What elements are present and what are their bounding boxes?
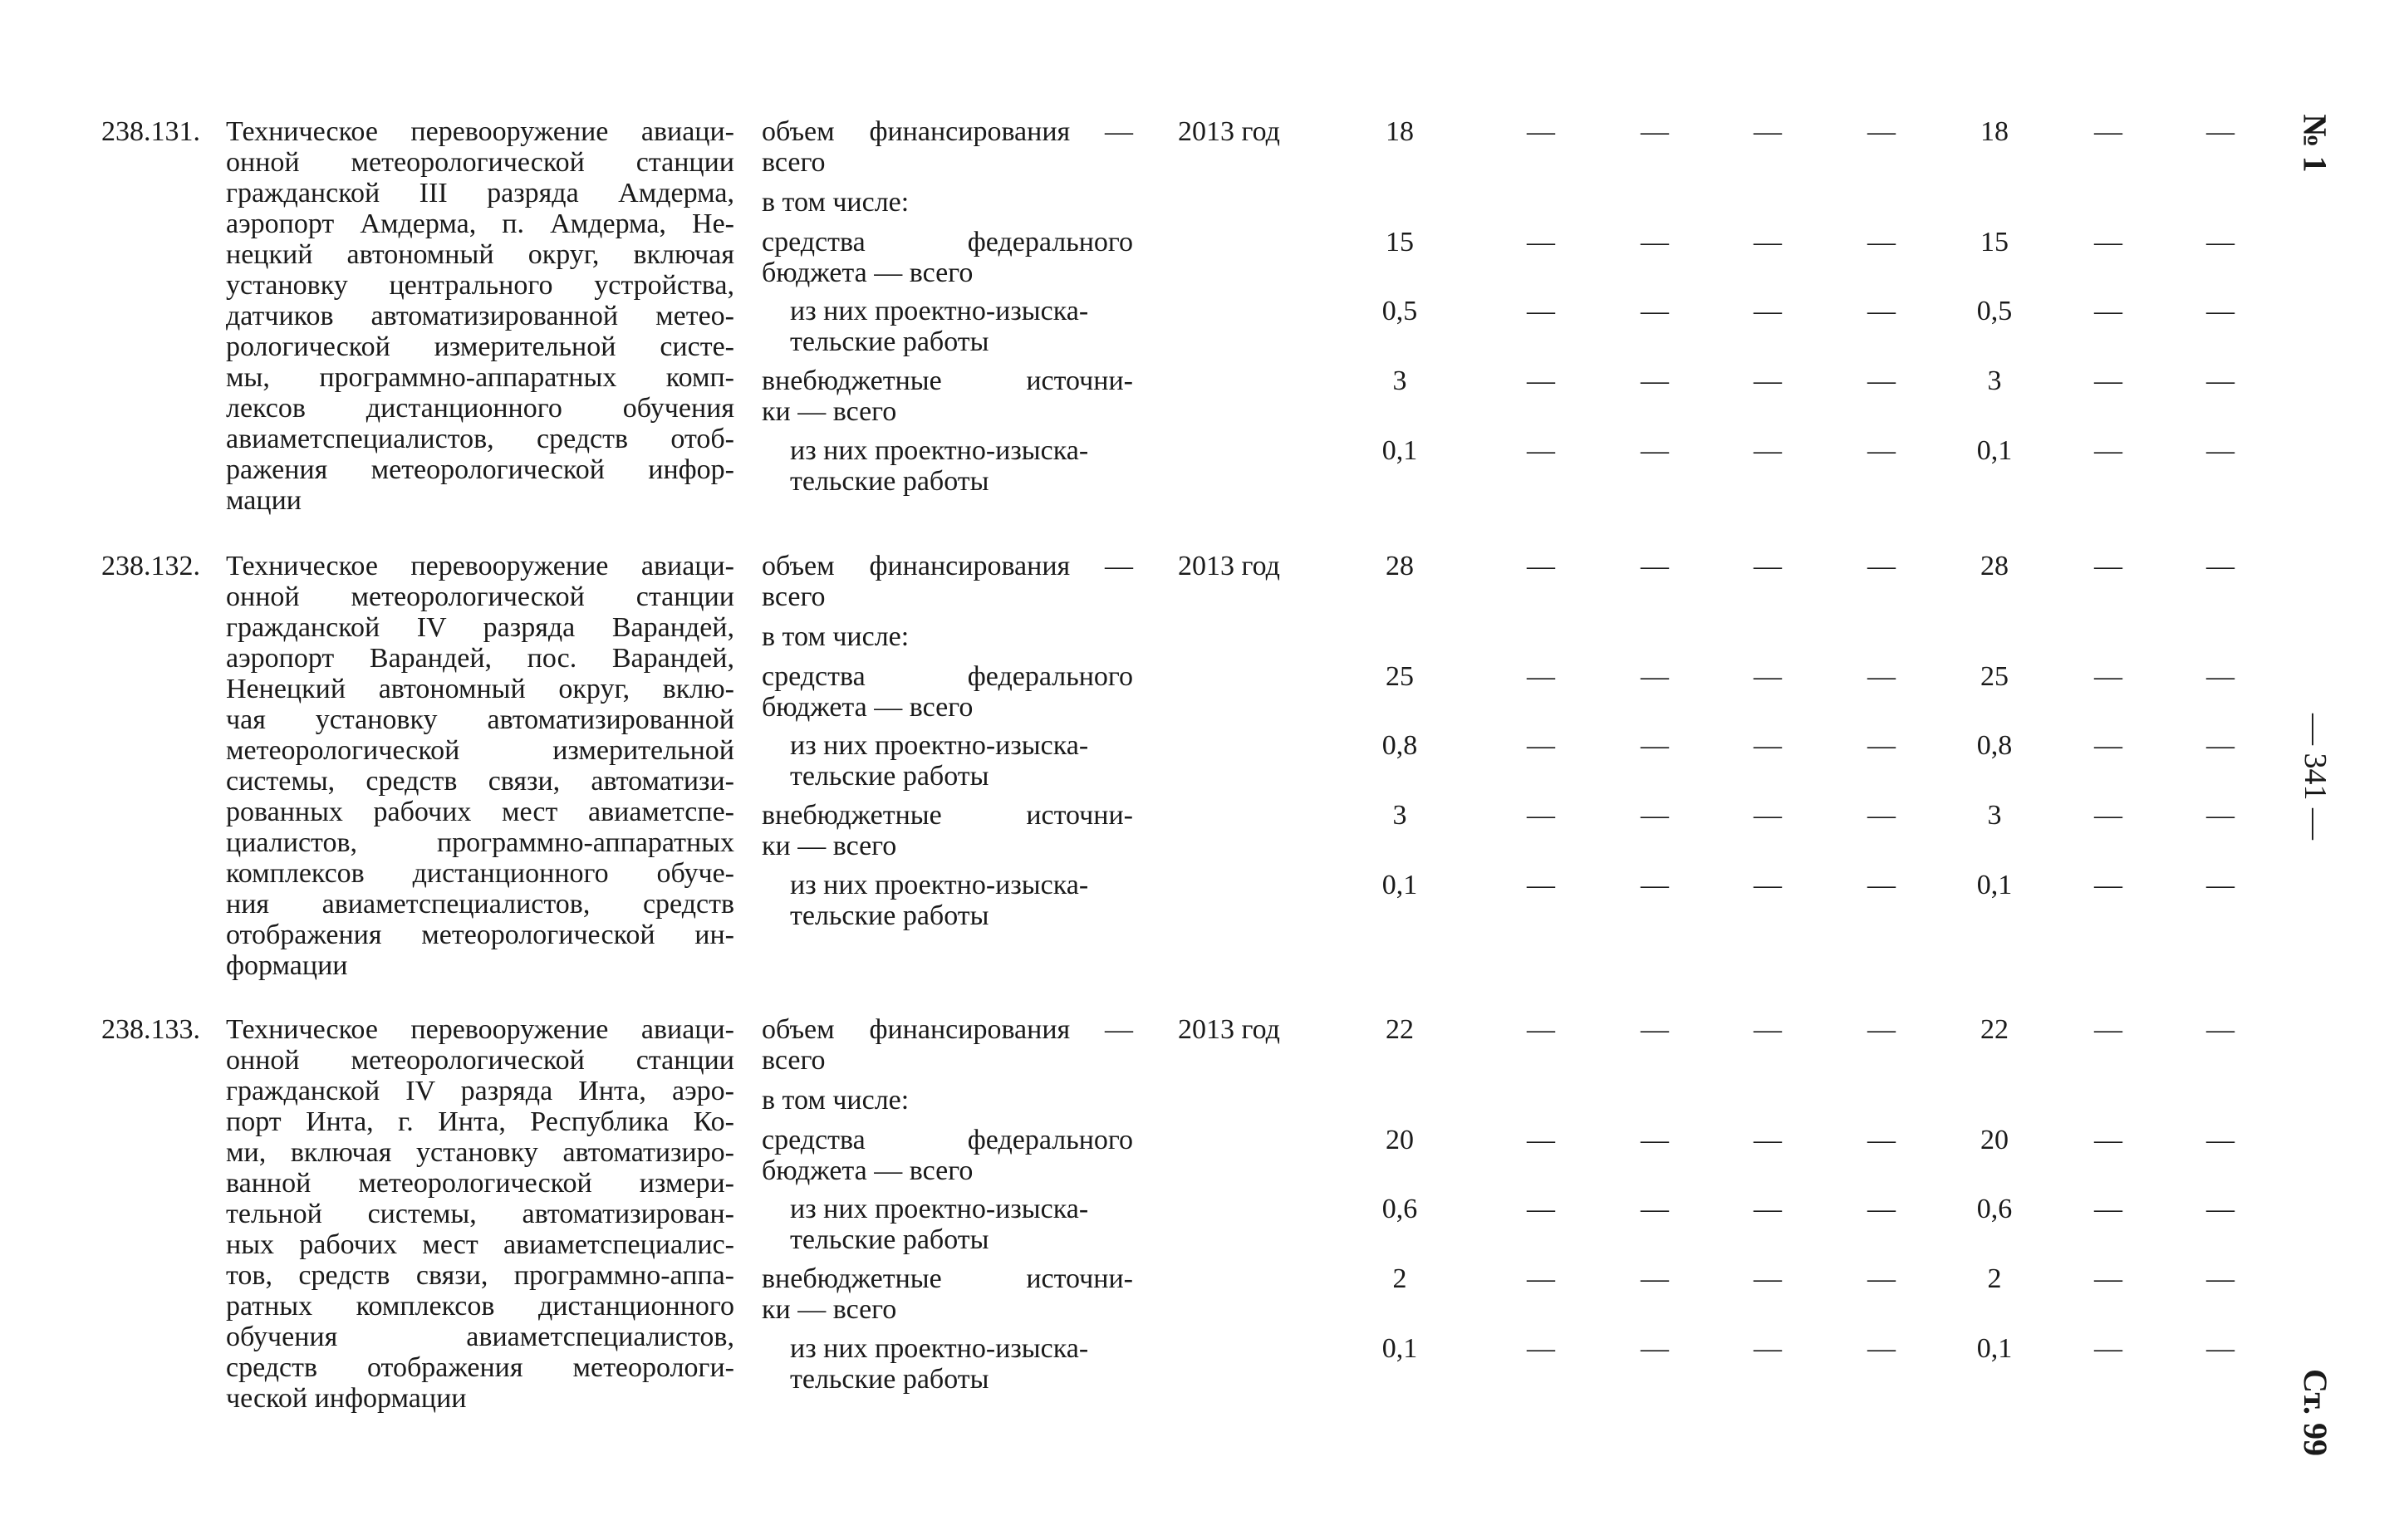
- description-line: онной метеорологической станции: [226, 581, 734, 612]
- description-line: рованных рабочих мест авиаметспе-: [226, 797, 734, 827]
- value-cell: —: [2094, 435, 2122, 466]
- description-line: средств отображения метеорологи-: [226, 1352, 734, 1383]
- label-extrabudget: внебюджетные источни-: [762, 1263, 1133, 1294]
- value-cell: —: [1527, 296, 1555, 326]
- value-cell: 20: [1386, 1125, 1414, 1155]
- value-cell: —: [1641, 800, 1669, 831]
- description-line: отображения метеорологической ин-: [226, 920, 734, 950]
- value-cell: —: [1527, 551, 1555, 581]
- article-number: Ст. 99: [2296, 1368, 2334, 1456]
- description-line: ратных комплексов дистанционного: [226, 1291, 734, 1322]
- label-fed-design: из них проектно-изыска-: [790, 1194, 1089, 1224]
- value-cell: 25: [1980, 661, 2009, 692]
- description-line: установку центрального устройства,: [226, 270, 734, 301]
- label-extra-design-cont: тельские работы: [790, 1364, 989, 1395]
- value-cell: —: [1641, 1194, 1669, 1224]
- value-cell: —: [2094, 870, 2122, 900]
- label-extra-design: из них проектно-изыска-: [790, 1333, 1089, 1364]
- label-total: объем финансирования —: [762, 551, 1133, 581]
- description-line: ческой информации: [226, 1383, 467, 1414]
- value-cell: —: [1527, 365, 1555, 396]
- value-cell: —: [1527, 1194, 1555, 1224]
- description-line: ния авиаметспециалистов, средств: [226, 889, 734, 920]
- value-cell: —: [2206, 296, 2235, 326]
- value-cell: —: [1641, 730, 1669, 761]
- year: 2013 год: [1178, 551, 1280, 581]
- label-extrabudget-cont: ки — всего: [762, 1294, 897, 1325]
- value-cell: —: [1867, 800, 1896, 831]
- value-cell: —: [1641, 870, 1669, 900]
- value-cell: —: [1527, 1263, 1555, 1294]
- value-cell: —: [2206, 227, 2235, 257]
- value-cell: —: [1754, 365, 1782, 396]
- year: 2013 год: [1178, 1014, 1280, 1045]
- label-total-cont: всего: [762, 1045, 826, 1076]
- description-line: мы, программно-аппаратных комп-: [226, 362, 734, 393]
- description-line: Техническое перевооружение авиаци-: [226, 1014, 734, 1045]
- label-extrabudget: внебюджетные источни-: [762, 800, 1133, 831]
- value-cell: 20: [1980, 1125, 2009, 1155]
- value-cell: —: [1754, 435, 1782, 466]
- value-cell: —: [1527, 870, 1555, 900]
- value-cell: —: [1641, 227, 1669, 257]
- value-cell: —: [2094, 296, 2122, 326]
- description-line: гражданской IV разряда Варандей,: [226, 612, 734, 643]
- label-extrabudget: внебюджетные источни-: [762, 365, 1133, 396]
- value-cell: 3: [1987, 800, 2002, 831]
- value-cell: —: [1867, 435, 1896, 466]
- item-description: [226, 551, 734, 981]
- description-line: обучения авиаметспециалистов,: [226, 1322, 734, 1352]
- value-cell: —: [1867, 551, 1896, 581]
- value-cell: 0,1: [1976, 1333, 2013, 1364]
- value-cell: —: [1527, 661, 1555, 692]
- value-cell: —: [2094, 551, 2122, 581]
- value-cell: —: [1754, 116, 1782, 147]
- value-cell: —: [1754, 1194, 1782, 1224]
- value-cell: 2: [1392, 1263, 1407, 1294]
- description-line: авиаметспециалистов, средств отоб-: [226, 424, 734, 454]
- value-cell: —: [1641, 661, 1669, 692]
- label-federal-cont: бюджета — всего: [762, 257, 974, 288]
- label-total: объем финансирования —: [762, 116, 1133, 147]
- value-cell: —: [1527, 800, 1555, 831]
- value-cell: —: [1754, 661, 1782, 692]
- value-cell: —: [1527, 730, 1555, 761]
- description-line: лексов дистанционного обучения: [226, 393, 734, 424]
- label-extra-design: из них проектно-изыска-: [790, 870, 1089, 900]
- value-cell: —: [2206, 870, 2235, 900]
- value-cell: 0,5: [1381, 296, 1418, 326]
- label-federal: средства федерального: [762, 661, 1133, 692]
- value-cell: —: [2094, 227, 2122, 257]
- description-line: ражения метеорологической инфор-: [226, 454, 734, 485]
- value-cell: —: [1754, 551, 1782, 581]
- description-line: тов, средств связи, программно-аппа-: [226, 1260, 734, 1291]
- description-line: рологической измерительной систе-: [226, 331, 734, 362]
- label-federal: средства федерального: [762, 227, 1133, 257]
- value-cell: —: [1641, 551, 1669, 581]
- label-fed-design-cont: тельские работы: [790, 1224, 989, 1255]
- label-extrabudget-cont: ки — всего: [762, 831, 897, 861]
- value-cell: —: [1867, 365, 1896, 396]
- value-cell: 0,1: [1381, 435, 1418, 466]
- label-extrabudget-cont: ки — всего: [762, 396, 897, 427]
- value-cell: —: [1867, 1194, 1896, 1224]
- value-cell: —: [2206, 1194, 2235, 1224]
- value-cell: —: [1754, 1263, 1782, 1294]
- value-cell: —: [1754, 1125, 1782, 1155]
- value-cell: —: [1641, 296, 1669, 326]
- value-cell: —: [1527, 435, 1555, 466]
- label-total-cont: всего: [762, 581, 826, 612]
- label-fed-design: из них проектно-изыска-: [790, 730, 1089, 761]
- page-number: — 341 —: [2298, 714, 2333, 840]
- description-line: ных рабочих мест авиаметспециалис-: [226, 1229, 734, 1260]
- label-total-cont: всего: [762, 147, 826, 178]
- value-cell: —: [2094, 661, 2122, 692]
- value-cell: 0,6: [1381, 1194, 1418, 1224]
- label-extra-design-cont: тельские работы: [790, 466, 989, 497]
- item-number: 238.131.: [101, 116, 200, 147]
- value-cell: —: [2206, 800, 2235, 831]
- value-cell: 0,1: [1976, 870, 2013, 900]
- item-number: 238.133.: [101, 1014, 200, 1045]
- value-cell: —: [1527, 1333, 1555, 1364]
- value-cell: —: [1641, 1263, 1669, 1294]
- description-line: тельной системы, автоматизирован-: [226, 1199, 734, 1229]
- value-cell: —: [1641, 435, 1669, 466]
- value-cell: —: [2094, 116, 2122, 147]
- description-line: комплексов дистанционного обуче-: [226, 858, 734, 889]
- description-line: Ненецкий автономный округ, вклю-: [226, 674, 734, 704]
- value-cell: 28: [1980, 551, 2009, 581]
- value-cell: 0,8: [1976, 730, 2013, 761]
- value-cell: —: [2094, 1263, 2122, 1294]
- description-line: аэропорт Амдерма, п. Амдерма, Не-: [226, 208, 734, 239]
- value-cell: —: [1867, 116, 1896, 147]
- value-cell: 0,6: [1976, 1194, 2013, 1224]
- label-including: в том числе:: [762, 621, 910, 652]
- label-total: объем финансирования —: [762, 1014, 1133, 1045]
- description-line: Техническое перевооружение авиаци-: [226, 551, 734, 581]
- value-cell: —: [1641, 1014, 1669, 1045]
- value-cell: —: [2206, 435, 2235, 466]
- description-line: онной метеорологической станции: [226, 1045, 734, 1076]
- value-cell: —: [2206, 661, 2235, 692]
- value-cell: —: [1641, 1125, 1669, 1155]
- description-line: ми, включая установку автоматизиро-: [226, 1137, 734, 1168]
- item-description: [226, 116, 734, 516]
- value-cell: —: [1867, 870, 1896, 900]
- description-line: датчиков автоматизированной метео-: [226, 301, 734, 331]
- description-line: аэропорт Варандей, пос. Варандей,: [226, 643, 734, 674]
- value-cell: —: [1527, 227, 1555, 257]
- label-extra-design-cont: тельские работы: [790, 900, 989, 931]
- value-cell: —: [1641, 1333, 1669, 1364]
- description-line: мации: [226, 485, 302, 516]
- label-fed-design: из них проектно-изыска-: [790, 296, 1089, 326]
- value-cell: —: [1867, 1125, 1896, 1155]
- value-cell: 3: [1392, 800, 1407, 831]
- value-cell: —: [1641, 116, 1669, 147]
- value-cell: —: [1867, 1014, 1896, 1045]
- value-cell: 0,1: [1381, 1333, 1418, 1364]
- value-cell: 15: [1980, 227, 2009, 257]
- value-cell: —: [2206, 1263, 2235, 1294]
- value-cell: 0,1: [1976, 435, 2013, 466]
- description-line: метеорологической измерительной: [226, 735, 734, 766]
- value-cell: 2: [1987, 1263, 2002, 1294]
- label-federal: средства федерального: [762, 1125, 1133, 1155]
- description-line: системы, средств связи, автоматизи-: [226, 766, 734, 797]
- description-line: гражданской III разряда Амдерма,: [226, 178, 734, 208]
- value-cell: —: [1641, 365, 1669, 396]
- value-cell: —: [1754, 1014, 1782, 1045]
- value-cell: —: [2206, 116, 2235, 147]
- value-cell: —: [2206, 730, 2235, 761]
- value-cell: —: [1527, 1125, 1555, 1155]
- value-cell: 0,5: [1976, 296, 2013, 326]
- label-fed-design-cont: тельские работы: [790, 761, 989, 792]
- value-cell: —: [1754, 227, 1782, 257]
- item-description: [226, 1014, 734, 1414]
- value-cell: —: [1754, 1333, 1782, 1364]
- value-cell: —: [1867, 1263, 1896, 1294]
- description-line: ванной метеорологической измери-: [226, 1168, 734, 1199]
- value-cell: 3: [1987, 365, 2002, 396]
- description-line: формации: [226, 950, 348, 981]
- value-cell: —: [1754, 730, 1782, 761]
- label-federal-cont: бюджета — всего: [762, 1155, 974, 1186]
- value-cell: 3: [1392, 365, 1407, 396]
- value-cell: —: [2094, 1333, 2122, 1364]
- label-federal-cont: бюджета — всего: [762, 692, 974, 723]
- value-cell: —: [2206, 365, 2235, 396]
- value-cell: —: [1867, 296, 1896, 326]
- description-line: чая установку автоматизированной: [226, 704, 734, 735]
- description-line: Техническое перевооружение авиаци-: [226, 116, 734, 147]
- description-line: циалистов, программно-аппаратных: [226, 827, 734, 858]
- value-cell: —: [1867, 227, 1896, 257]
- value-cell: —: [2206, 1014, 2235, 1045]
- value-cell: —: [1754, 870, 1782, 900]
- value-cell: —: [1867, 730, 1896, 761]
- value-cell: —: [2094, 365, 2122, 396]
- description-line: нецкий автономный округ, включая: [226, 239, 734, 270]
- value-cell: —: [2094, 1194, 2122, 1224]
- value-cell: —: [2206, 1125, 2235, 1155]
- value-cell: —: [1867, 1333, 1896, 1364]
- label-fed-design-cont: тельские работы: [790, 326, 989, 357]
- value-cell: 22: [1386, 1014, 1414, 1045]
- value-cell: 18: [1386, 116, 1414, 147]
- label-extra-design: из них проектно-изыска-: [790, 435, 1089, 466]
- item-number: 238.132.: [101, 551, 200, 581]
- value-cell: —: [1527, 116, 1555, 147]
- value-cell: —: [2206, 551, 2235, 581]
- value-cell: 28: [1386, 551, 1414, 581]
- value-cell: 18: [1980, 116, 2009, 147]
- value-cell: 25: [1386, 661, 1414, 692]
- value-cell: 22: [1980, 1014, 2009, 1045]
- value-cell: —: [2206, 1333, 2235, 1364]
- value-cell: 0,8: [1381, 730, 1418, 761]
- value-cell: —: [1527, 1014, 1555, 1045]
- year: 2013 год: [1178, 116, 1280, 147]
- value-cell: —: [2094, 800, 2122, 831]
- value-cell: 0,1: [1381, 870, 1418, 900]
- label-including: в том числе:: [762, 187, 910, 218]
- description-line: онной метеорологической станции: [226, 147, 734, 178]
- issue-number: № 1: [2296, 113, 2334, 173]
- description-line: гражданской IV разряда Инта, аэро-: [226, 1076, 734, 1106]
- value-cell: —: [1754, 296, 1782, 326]
- value-cell: 15: [1386, 227, 1414, 257]
- value-cell: —: [2094, 1125, 2122, 1155]
- value-cell: —: [1754, 800, 1782, 831]
- value-cell: —: [2094, 730, 2122, 761]
- description-line: порт Инта, г. Инта, Республика Ко-: [226, 1106, 734, 1137]
- label-including: в том числе:: [762, 1085, 910, 1116]
- value-cell: —: [2094, 1014, 2122, 1045]
- value-cell: —: [1867, 661, 1896, 692]
